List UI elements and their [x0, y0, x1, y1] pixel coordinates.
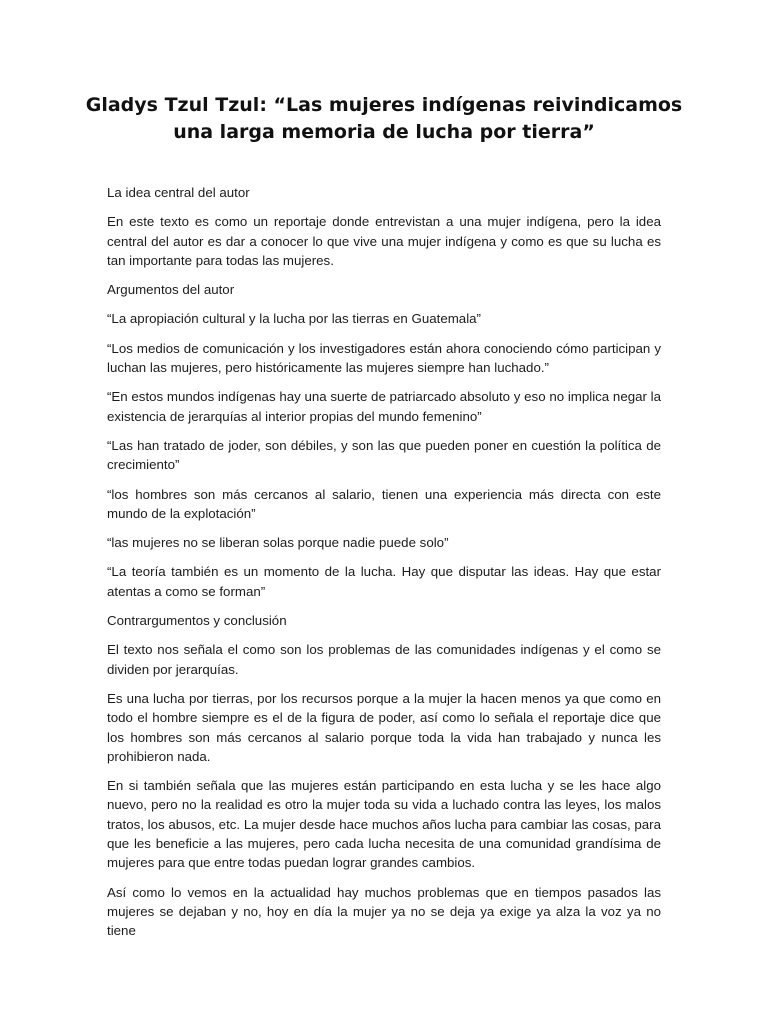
argument-quote: “los hombres son más cercanos al salario, tienen una experiencia más directa con este mundo de la explotación” [107, 486, 661, 521]
argument-quote: “En estos mundos indígenas hay una suerte de patriarcado absoluto y eso no implica negar la existencia de jerarquías al interior propias del mundo femenino” [107, 389, 661, 424]
argument-quote: “Los medios de comunicación y los investigadores están ahora conociendo cómo participan y luchan las mujeres, pero históricamente las mujeres siempre han luchado.” [107, 340, 661, 376]
section-heading-arguments: Argumentos del autor [107, 282, 235, 298]
idea-paragraph: En este texto es como un reportaje donde entrevistan a una mujer indígena, pero la idea central del autor es dar a conocer lo que vive una mujer indígena y como es que su lucha es tan importante para todas las mujeres. [107, 214, 661, 268]
argument-quote: “las mujeres no se liberan solas porque nadie puede solo” [107, 535, 449, 551]
conclusion-paragraph: Es una lucha por tierras, por los recursos porque a la mujer la hacen menos ya que como en todo el hombre siempre es el de la figura de poder, así como lo señala el reportaje dice que los hombres son más cercanos al salario porque toda la vida han trabajado y nunca les prohibieron nada. [107, 690, 661, 764]
conclusion-paragraph: En si también señala que las mujeres están participando en esta lucha y se les hace algo nuevo, pero no la realidad es otro la mujer toda su vida a luchado contra las leyes, los malos tratos, los abusos, etc. La mujer desde hace muchos años lucha para cambiar las cosas, para que les beneficie a las mujeres, pero cada lucha necesita de una comunidad grandísima de mujeres para que entre todas puedan lograr grandes cambios. [107, 778, 661, 871]
conclusion-paragraph: El texto nos señala el como son los problemas de las comunidades indígenas y el como se dividen por jerarquías. [107, 642, 661, 677]
section-heading-counterarguments: Contrargumentos y conclusión [107, 613, 287, 629]
title-line-1: Gladys Tzul Tzul: “Las mujeres indígenas reivindicamos [85, 94, 683, 116]
section-heading-idea: La idea central del autor [107, 185, 250, 200]
conclusion-paragraph: Así como lo vemos en la actualidad hay muchos problemas que en tiempos pasados las mujeres se dejaban y no, hoy en día la mujer ya no se deja ya exige ya alza la voz ya no tiene [107, 884, 661, 939]
argument-quote: “La teoría también es un momento de la lucha. Hay que disputar las ideas. Hay que estar atentas a como se forman” [107, 564, 661, 599]
document-title [80, 92, 688, 146]
document-body [107, 183, 661, 951]
argument-quote: “Las han tratado de joder, son débiles, y son las que pueden poner en cuestión la política de crecimiento” [107, 437, 661, 473]
argument-quote: “La apropiación cultural y la lucha por las tierras en Guatemala” [107, 311, 481, 327]
title-line-2: una larga memoria de lucha por tierra” [173, 121, 595, 143]
